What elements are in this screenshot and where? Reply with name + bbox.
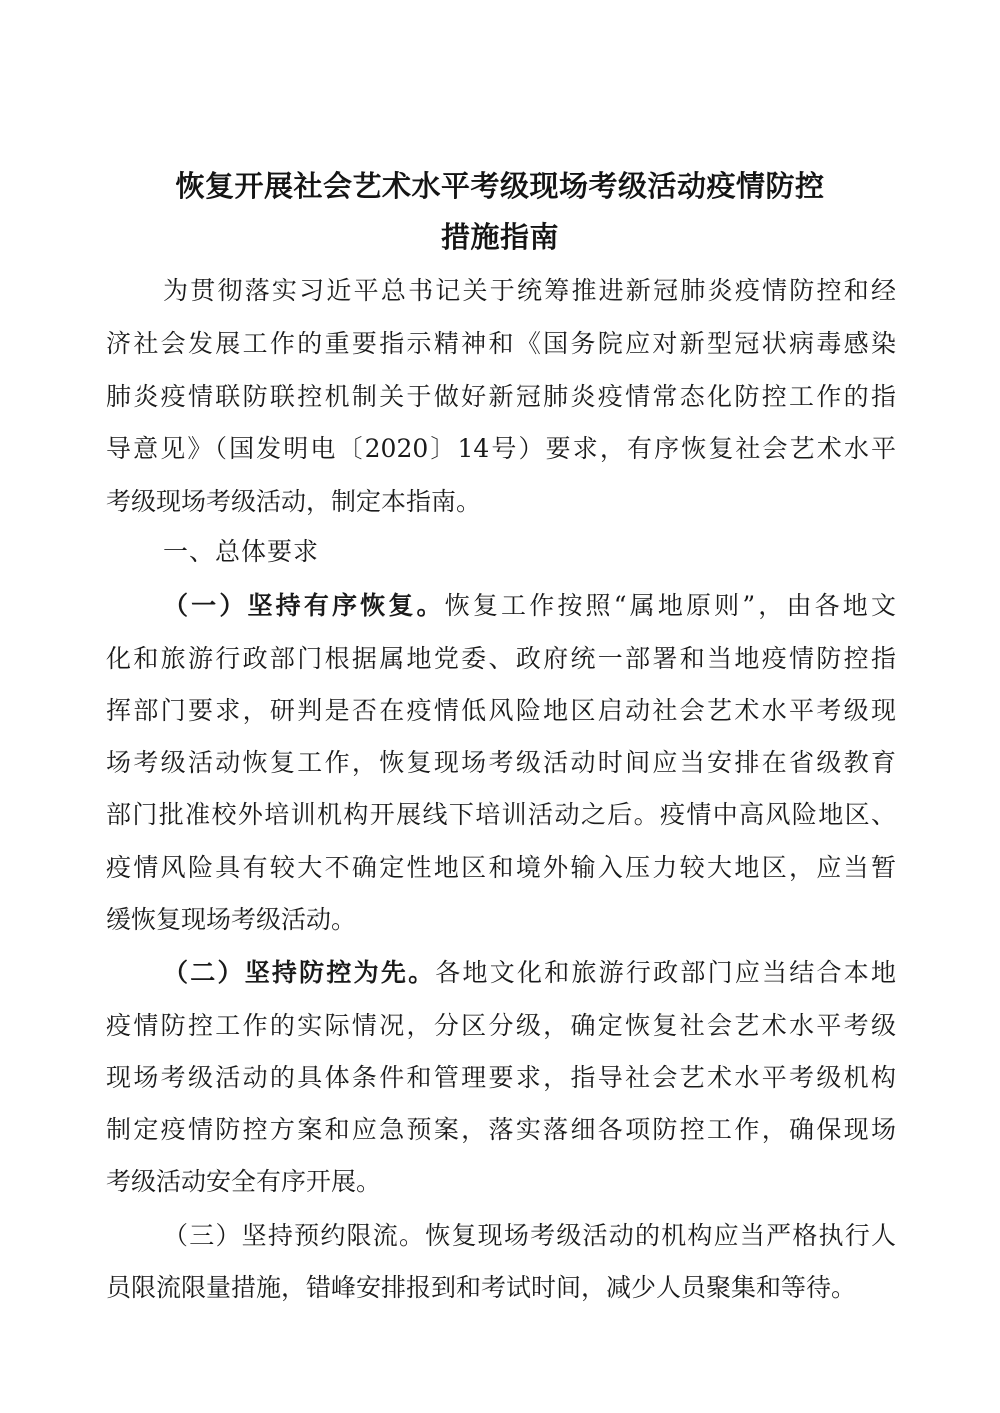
intro-line-3: 肺炎疫情联防联控机制关于做好新冠肺炎疫情常态化防控工作的指 <box>106 382 896 411</box>
item1-line-2: 化和旅游行政部门根据属地党委、政府统一部署和当地疫情防控指 <box>106 644 896 673</box>
item3-first-rest: 恢复现场考级活动的机构应当严格执行人 <box>425 1221 896 1250</box>
item1-lead: （一）坚持有序恢复。 <box>163 591 445 620</box>
item2-first-rest: 各地文化和旅游行政部门应当结合本地 <box>435 958 896 987</box>
intro-line-1: 为贯彻落实习近平总书记关于统筹推进新冠肺炎疫情防控和经 <box>163 276 896 305</box>
item1-line-5: 部门批准校外培训机构开展线下培训活动之后。疫情中高风险地区、 <box>106 800 896 829</box>
intro-line-2: 济社会发展工作的重要指示精神和《国务院应对新型冠状病毒感染 <box>106 329 896 358</box>
intro-line-4: 导意见》（国发明电〔2020〕14号）要求，有序恢复社会艺术水平 <box>106 434 896 463</box>
item2-lead: （二）坚持防控为先。 <box>163 958 436 987</box>
item3-line-2: 员限流限量措施，错峰安排报到和考试时间，减少人员聚集和等待。 <box>106 1273 857 1302</box>
item3-first-line <box>163 1219 896 1253</box>
item2-first-line <box>163 956 896 990</box>
item2-line-3: 现场考级活动的具体条件和管理要求，指导社会艺术水平考级机构 <box>106 1063 896 1092</box>
item1-line-6: 疫情风险具有较大不确定性地区和境外输入压力较大地区，应当暂 <box>106 853 896 882</box>
item1-line-4: 场考级活动恢复工作，恢复现场考级活动时间应当安排在省级教育 <box>106 748 896 777</box>
item3-lead: （三）坚持预约限流。 <box>163 1221 426 1250</box>
item2-line-2: 疫情防控工作的实际情况，分区分级，确定恢复社会艺术水平考级 <box>106 1011 896 1040</box>
item1-first-line <box>163 589 896 623</box>
document-title-line-2: 措施指南 <box>440 220 559 254</box>
item2-line-4: 制定疫情防控方案和应急预案，落实落细各项防控工作，确保现场 <box>106 1115 896 1144</box>
document-title-line-1: 恢复开展社会艺术水平考级现场考级活动疫情防控 <box>175 169 825 203</box>
intro-line-5: 考级现场考级活动，制定本指南。 <box>106 487 482 516</box>
item1-line-7: 缓恢复现场考级活动。 <box>106 905 357 934</box>
item1-first-rest: 恢复工作按照“属地原则”，由各地文 <box>444 591 896 620</box>
section-heading-general-requirements: 一、总体要求 <box>163 537 320 566</box>
item2-line-5: 考级活动安全有序开展。 <box>106 1167 382 1196</box>
item1-line-3: 挥部门要求，研判是否在疫情低风险地区启动社会艺术水平考级现 <box>106 696 896 725</box>
